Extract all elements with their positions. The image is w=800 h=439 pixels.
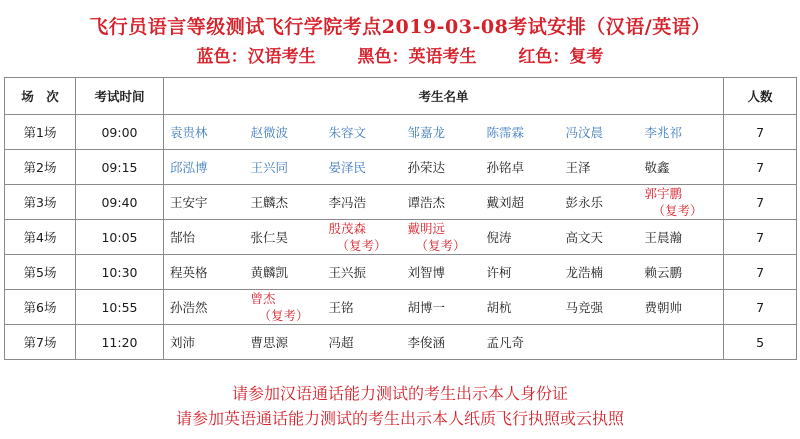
table-row [5,255,797,290]
candidate-name-cell [323,150,402,185]
session-cell: 第2场 [5,150,76,185]
candidate-name: 谭浩杰 [407,195,446,210]
candidate-name: 邹嘉龙 [407,125,446,140]
candidate-name-cell [481,115,560,150]
candidate-name-cell [560,290,639,325]
header-row [5,78,797,115]
candidate-name-cell [481,185,560,220]
candidate-name: 高文天 [565,230,604,245]
session-cell: 第5场 [5,255,76,290]
session-cell: 第4场 [5,220,76,255]
candidate-name: 李俊涵 [407,335,446,350]
header-session: 场 次 [5,78,76,115]
candidate-name: 龙浩楠 [565,265,604,280]
candidate-name-cell [245,255,323,290]
candidate-name-cell [245,325,323,360]
candidate-name-cell [245,115,323,150]
session-cell: 第3场 [5,185,76,220]
candidate-name: 刘沛 [170,335,196,350]
session-cell: 第6场 [5,290,76,325]
candidate-name: 晏泽民 [328,160,367,175]
candidate-name-cell [164,290,245,325]
retake-note: （复考） [415,238,466,253]
candidate-name-cell [323,115,402,150]
candidate-name: 袁贵林 [170,125,208,140]
candidate-name: 许柯 [486,265,512,280]
schedule-table [4,77,797,360]
table-row [5,290,797,325]
table-row [5,325,797,360]
candidate-name: 倪涛 [486,230,512,245]
candidate-name: 王泽 [565,160,591,175]
candidate-name-cell [639,220,724,255]
candidate-name: 王铭 [328,300,354,315]
candidate-name-cell [402,115,481,150]
time-cell: 10:55 [76,290,164,325]
candidate-name: 李冯浩 [328,195,367,210]
retake-name: 戴明远 [407,221,446,236]
candidate-name-cell [481,150,560,185]
candidate-name-cell [402,150,481,185]
candidate-name: 冯超 [328,335,354,350]
candidate-name-cell [481,220,560,255]
count-cell: 5 [724,325,797,360]
candidate-name-cell [245,185,323,220]
candidate-name-cell [560,325,639,360]
candidate-name-cell [245,290,323,325]
candidate-name-cell [164,185,245,220]
time-cell: 10:30 [76,255,164,290]
retake-note: （复考） [652,203,703,218]
retake-name: 殷茂森 [328,221,367,236]
candidate-name: 郜怡 [170,230,196,245]
candidate-name-cell [560,150,639,185]
candidate-name: 王兴同 [250,160,289,175]
candidate-name-cell [402,185,481,220]
candidate-name-cell [164,255,245,290]
retake-name: 郭宇鹏 [644,186,683,201]
candidate-name: 刘智博 [407,265,446,280]
candidate-name-cell [402,290,481,325]
time-cell: 11:20 [76,325,164,360]
candidate-name: 孟凡奇 [486,335,525,350]
candidate-name: 冯汶晨 [565,125,604,140]
footer-note-english: 请参加英语通话能力测试的考生出示本人纸质飞行执照或云执照 [175,409,624,428]
candidate-name: 赵微波 [250,125,289,140]
time-cell: 09:40 [76,185,164,220]
candidate-name-cell [481,325,560,360]
candidate-name-cell [402,325,481,360]
session-cell: 第1场 [5,115,76,150]
candidate-name-cell [402,220,481,255]
time-cell: 09:00 [76,115,164,150]
candidate-name: 王麟杰 [250,195,289,210]
candidate-name: 曹思源 [250,335,289,350]
candidate-name [329,220,387,254]
table-row [5,150,797,185]
candidate-name-cell [639,325,724,360]
candidate-name: 孙荣达 [407,160,446,175]
retake-name: 曾杰 [250,291,276,306]
candidate-name-cell [560,255,639,290]
retake-note: （复考） [258,308,309,323]
candidate-name-cell [323,220,402,255]
count-cell: 7 [724,220,797,255]
candidate-name: 朱容文 [328,125,367,140]
candidate-name: 邱泓博 [170,160,208,175]
candidate-name-cell [245,150,323,185]
candidate-name-cell [481,290,560,325]
candidate-name: 马竞强 [565,300,604,315]
table-row [5,220,797,255]
candidate-name-cell [164,115,245,150]
candidate-name: 赖云鹏 [644,265,683,280]
candidate-name [251,290,309,324]
candidate-name: 王安宇 [170,195,208,210]
candidate-name-cell [245,220,323,255]
count-cell: 7 [724,115,797,150]
candidate-name-cell [323,185,402,220]
candidate-name-cell [402,255,481,290]
candidate-name-cell [481,255,560,290]
candidate-name: 陈霈霖 [486,125,525,140]
table-row [5,185,797,220]
candidate-name-cell [639,150,724,185]
count-cell: 7 [724,290,797,325]
table-row [5,115,797,150]
candidate-name: 戴刘超 [486,195,525,210]
candidate-name: 胡博一 [407,300,446,315]
candidate-name: 张仁昊 [250,230,289,245]
header-names: 考生名单 [164,78,724,115]
candidate-name-cell [164,325,245,360]
header-time: 考试时间 [76,78,164,115]
candidate-name: 胡杭 [486,300,512,315]
candidate-name: 王晨瀚 [644,230,683,245]
legend-red: 红色：复考 [518,47,604,67]
candidate-name-cell [560,220,639,255]
candidate-name-cell [164,150,245,185]
legend-blue: 蓝色：汉语考生 [196,47,316,67]
footer-note-chinese: 请参加汉语通话能力测试的考生出示本人身份证 [231,384,568,403]
candidate-name-cell [639,185,724,220]
candidate-name-cell [323,325,402,360]
candidate-name: 孙浩然 [170,300,208,315]
candidate-name: 程英格 [170,265,208,280]
candidate-name: 黄麟凯 [250,265,289,280]
header-count: 人数 [724,78,797,115]
count-cell: 7 [724,255,797,290]
candidate-name-cell [639,255,724,290]
candidate-name: 王兴振 [328,265,367,280]
count-cell: 7 [724,150,797,185]
candidate-name: 敬鑫 [644,160,670,175]
schedule-body [5,115,797,360]
candidate-name [645,185,703,219]
candidate-name-cell [560,115,639,150]
candidate-name: 费朝帅 [644,300,683,315]
page-title: 飞行员语言等级测试飞行学院考点2019-03-08考试安排（汉语/英语） [89,16,711,38]
candidate-name-cell [323,290,402,325]
time-cell: 10:05 [76,220,164,255]
count-cell: 7 [724,185,797,220]
legend-black: 黑色：英语考生 [357,47,477,67]
candidate-name: 孙铭卓 [486,160,525,175]
candidate-name-cell [560,185,639,220]
candidate-name-cell [164,220,245,255]
retake-note: （复考） [336,238,387,253]
candidate-name: 李兆祁 [644,125,683,140]
candidate-name-cell [639,115,724,150]
color-legend [0,42,800,67]
candidate-name: 彭永乐 [565,195,604,210]
session-cell: 第7场 [5,325,76,360]
time-cell: 09:15 [76,150,164,185]
candidate-name-cell [323,255,402,290]
candidate-name-cell [639,290,724,325]
candidate-name [408,220,466,254]
